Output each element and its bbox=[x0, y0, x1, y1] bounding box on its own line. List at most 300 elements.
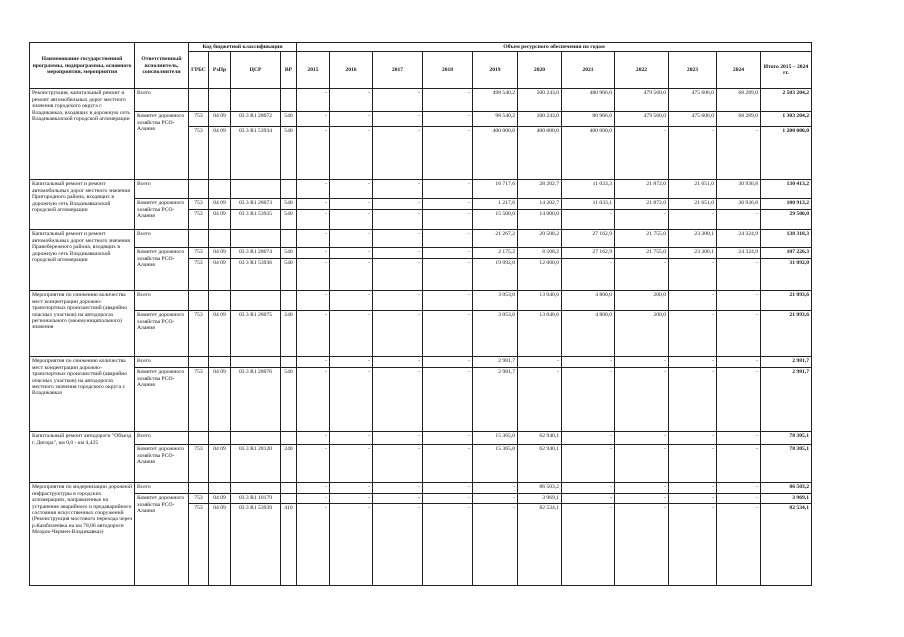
year-value-cell: - bbox=[373, 311, 423, 357]
year-value-cell: - bbox=[330, 494, 373, 504]
rzpr-cell: 04 09 bbox=[209, 504, 231, 586]
year-value-cell: - bbox=[423, 259, 473, 291]
year-value-cell: 21 651,0 bbox=[669, 199, 717, 210]
rzpr-cell: 04 09 bbox=[209, 368, 231, 432]
responsible-cell: Комитет дорожного хозяйства РСО-Алания bbox=[135, 368, 189, 432]
year-value-cell: - bbox=[717, 483, 761, 494]
table-row bbox=[30, 180, 812, 199]
year-value-cell: - bbox=[423, 199, 473, 210]
csr-cell bbox=[231, 291, 281, 311]
year-value-cell: - bbox=[423, 127, 473, 180]
year-value-cell: 3 053,0 bbox=[473, 291, 518, 311]
responsible-cell: Всего bbox=[135, 230, 189, 248]
year-value-cell: - bbox=[518, 368, 562, 432]
vr-cell bbox=[281, 180, 297, 199]
header-name: Наименование государственной программы, подпрограммы, основного мероприятия, мероприятия bbox=[30, 43, 135, 89]
year-value-cell: - bbox=[615, 494, 669, 504]
year-value-cell: - bbox=[330, 445, 373, 483]
year-value-cell: - bbox=[423, 248, 473, 259]
grbs-cell: 753 bbox=[189, 112, 209, 127]
year-value-cell: - bbox=[669, 357, 717, 368]
year-value-cell: - bbox=[717, 210, 761, 230]
vr-cell: 410 bbox=[281, 504, 297, 586]
year-value-cell: - bbox=[615, 127, 669, 180]
responsible-cell: Всего bbox=[135, 357, 189, 368]
year-value-cell: 68 289,0 bbox=[717, 112, 761, 127]
responsible-cell: Комитет дорожного хозяйства РСО-Алания bbox=[135, 494, 189, 586]
table-row bbox=[30, 311, 812, 357]
year-value-cell: - bbox=[330, 248, 373, 259]
csr-cell: 03 3 R1 28073 bbox=[231, 199, 281, 210]
event-name: Мероприятия по снижению количества мест концентрации дорожно-транспортных происшествий (аварийно опасных участков) на автодорогах регионального (межмуниципального) значения bbox=[30, 291, 135, 357]
year-value-cell: - bbox=[669, 259, 717, 291]
year-value-cell: 82 534,1 bbox=[518, 504, 562, 586]
year-value-cell: 475 606,0 bbox=[669, 112, 717, 127]
year-value-cell: - bbox=[297, 357, 330, 368]
year-value-cell: 498 540,2 bbox=[473, 89, 518, 112]
header-volume-group: Объем ресурсного обеспечения по годам bbox=[297, 43, 812, 52]
year-value-cell: - bbox=[297, 180, 330, 199]
year-value-cell: - bbox=[423, 368, 473, 432]
year-value-cell: 21 651,0 bbox=[669, 180, 717, 199]
year-value-cell: - bbox=[330, 127, 373, 180]
year-value-cell: - bbox=[373, 504, 423, 586]
year-value-cell: - bbox=[297, 230, 330, 248]
year-value-cell: - bbox=[562, 504, 615, 586]
vr-cell bbox=[281, 89, 297, 112]
grbs-cell: 753 bbox=[189, 504, 209, 586]
year-value-cell: - bbox=[669, 291, 717, 311]
year-value-cell: - bbox=[330, 291, 373, 311]
responsible-cell: Всего bbox=[135, 432, 189, 445]
year-value-cell: 27 162,9 bbox=[562, 230, 615, 248]
year-value-cell: 100 243,0 bbox=[518, 112, 562, 127]
total-cell: 29 500,0 bbox=[761, 210, 812, 230]
total-cell: 21 093,6 bbox=[761, 311, 812, 357]
responsible-cell: Всего bbox=[135, 89, 189, 112]
total-cell: 100 913,2 bbox=[761, 199, 812, 210]
year-value-cell: 23 300,1 bbox=[669, 248, 717, 259]
rzpr-cell: 04 09 bbox=[209, 127, 231, 180]
year-value-cell: - bbox=[373, 445, 423, 483]
year-value-cell: - bbox=[423, 483, 473, 494]
year-value-cell: 2 981,7 bbox=[473, 368, 518, 432]
year-value-cell: - bbox=[669, 311, 717, 357]
year-value-cell: 2 175,2 bbox=[473, 248, 518, 259]
grbs-cell: 753 bbox=[189, 210, 209, 230]
year-value-cell: - bbox=[373, 210, 423, 230]
grbs-cell: 753 bbox=[189, 311, 209, 357]
table-row bbox=[30, 445, 812, 483]
total-cell: 130 413,2 bbox=[761, 180, 812, 199]
year-value-cell: 30 936,8 bbox=[717, 180, 761, 199]
year-value-cell: - bbox=[615, 259, 669, 291]
year-value-cell: 14 000,0 bbox=[518, 210, 562, 230]
header-rzpr: РзПр bbox=[209, 52, 231, 89]
year-value-cell: - bbox=[562, 368, 615, 432]
year-value-cell: - bbox=[717, 291, 761, 311]
year-value-cell: - bbox=[615, 504, 669, 586]
budget-sheet bbox=[29, 42, 812, 586]
table-row bbox=[30, 368, 812, 432]
csr-cell: 03 3 R1 53936 bbox=[231, 259, 281, 291]
year-value-cell: - bbox=[562, 432, 615, 445]
year-value-cell: - bbox=[297, 432, 330, 445]
table-row bbox=[30, 357, 812, 368]
csr-cell: 03 3 R1 28075 bbox=[231, 311, 281, 357]
responsible-cell: Комитет дорожного хозяйства РСО-Алания bbox=[135, 112, 189, 180]
table-row bbox=[30, 112, 812, 127]
table-row bbox=[30, 291, 812, 311]
grbs-cell: 753 bbox=[189, 199, 209, 210]
table-row bbox=[30, 494, 812, 504]
vr-cell bbox=[281, 357, 297, 368]
year-value-cell: 27 162,9 bbox=[562, 248, 615, 259]
rzpr-cell bbox=[209, 230, 231, 248]
csr-cell bbox=[231, 89, 281, 112]
header-year: 2019 bbox=[473, 52, 518, 89]
responsible-cell: Всего bbox=[135, 483, 189, 494]
grbs-cell: 753 bbox=[189, 368, 209, 432]
year-value-cell: - bbox=[669, 483, 717, 494]
total-cell: 107 226,3 bbox=[761, 248, 812, 259]
year-value-cell: - bbox=[330, 259, 373, 291]
responsible-cell: Комитет дорожного хозяйства РСО-Алания bbox=[135, 311, 189, 357]
year-value-cell: - bbox=[717, 259, 761, 291]
header-year: 2024 bbox=[717, 52, 761, 89]
year-value-cell: - bbox=[373, 432, 423, 445]
vr-cell: 540 bbox=[281, 248, 297, 259]
year-value-cell: - bbox=[423, 445, 473, 483]
csr-cell: 03 3 R1 28120 bbox=[231, 445, 281, 483]
year-value-cell: - bbox=[669, 210, 717, 230]
vr-cell: 540 bbox=[281, 259, 297, 291]
total-cell: 3 969,1 bbox=[761, 494, 812, 504]
year-value-cell: 480 966,0 bbox=[562, 89, 615, 112]
year-value-cell: 98 540,2 bbox=[473, 112, 518, 127]
year-value-cell: 400 000,0 bbox=[473, 127, 518, 180]
vr-cell: 540 bbox=[281, 210, 297, 230]
year-value-cell: - bbox=[423, 291, 473, 311]
year-value-cell: - bbox=[717, 127, 761, 180]
year-value-cell: 15 500,0 bbox=[473, 210, 518, 230]
csr-cell bbox=[231, 180, 281, 199]
year-value-cell: - bbox=[373, 291, 423, 311]
year-value-cell: 62 940,1 bbox=[518, 432, 562, 445]
year-value-cell: 86 503,2 bbox=[518, 483, 562, 494]
header-year: 2015 bbox=[297, 52, 330, 89]
year-value-cell: - bbox=[423, 89, 473, 112]
header-year: 2016 bbox=[330, 52, 373, 89]
rzpr-cell: 04 09 bbox=[209, 199, 231, 210]
csr-cell: 03 3 R1 28072 bbox=[231, 112, 281, 127]
year-value-cell: - bbox=[717, 432, 761, 445]
vr-cell: 540 bbox=[281, 368, 297, 432]
year-value-cell: - bbox=[373, 180, 423, 199]
year-value-cell: - bbox=[330, 89, 373, 112]
year-value-cell: 2 981,7 bbox=[473, 357, 518, 368]
event-name: Капитальный ремонт и ремонт автомобильных дорог местного значения Правобережного района, входящих в дорожную сеть Владикавказской городской агломерации bbox=[30, 230, 135, 291]
year-value-cell: - bbox=[423, 210, 473, 230]
header-csr: ЦСР bbox=[231, 52, 281, 89]
year-value-cell: - bbox=[423, 112, 473, 127]
total-cell: 2 981,7 bbox=[761, 368, 812, 432]
year-value-cell: - bbox=[717, 357, 761, 368]
header-total: Итого 2015 – 2024 гг. bbox=[761, 52, 812, 89]
year-value-cell: - bbox=[423, 311, 473, 357]
year-value-cell: - bbox=[373, 127, 423, 180]
year-value-cell: - bbox=[562, 357, 615, 368]
year-value-cell: - bbox=[669, 504, 717, 586]
year-value-cell: 8 508,2 bbox=[518, 248, 562, 259]
year-value-cell: - bbox=[330, 230, 373, 248]
year-value-cell: - bbox=[297, 127, 330, 180]
responsible-cell: Комитет дорожного хозяйства РСО-Алания bbox=[135, 199, 189, 230]
year-value-cell: 500 243,0 bbox=[518, 89, 562, 112]
year-value-cell: 80 966,0 bbox=[562, 112, 615, 127]
year-value-cell: 200,0 bbox=[615, 311, 669, 357]
vr-cell: 540 bbox=[281, 199, 297, 210]
vr-cell: 240 bbox=[281, 311, 297, 357]
year-value-cell: 479 560,0 bbox=[615, 89, 669, 112]
year-value-cell: 20 508,2 bbox=[518, 230, 562, 248]
year-value-cell: - bbox=[562, 210, 615, 230]
vr-cell bbox=[281, 494, 297, 504]
year-value-cell: 21 267,2 bbox=[473, 230, 518, 248]
total-cell: 1 303 204,2 bbox=[761, 112, 812, 127]
year-value-cell: - bbox=[373, 89, 423, 112]
year-value-cell: 475 606,0 bbox=[669, 89, 717, 112]
rzpr-cell: 04 09 bbox=[209, 445, 231, 483]
year-value-cell: - bbox=[297, 199, 330, 210]
year-value-cell: - bbox=[297, 291, 330, 311]
year-value-cell: - bbox=[473, 504, 518, 586]
year-value-cell: - bbox=[297, 494, 330, 504]
csr-cell bbox=[231, 432, 281, 445]
year-value-cell: - bbox=[423, 357, 473, 368]
table-row bbox=[30, 432, 812, 445]
total-cell: 86 503,2 bbox=[761, 483, 812, 494]
csr-cell: 03 3 R1 53935 bbox=[231, 210, 281, 230]
header-code-group: Код бюджетной классификации bbox=[189, 43, 297, 52]
year-value-cell: 24 324,9 bbox=[717, 248, 761, 259]
total-cell: 21 093,6 bbox=[761, 291, 812, 311]
year-value-cell: - bbox=[562, 445, 615, 483]
year-value-cell: 15 365,0 bbox=[473, 445, 518, 483]
rzpr-cell bbox=[209, 357, 231, 368]
year-value-cell: 21 755,0 bbox=[615, 248, 669, 259]
vr-cell: 540 bbox=[281, 127, 297, 180]
header-year: 2022 bbox=[615, 52, 669, 89]
year-value-cell: - bbox=[330, 112, 373, 127]
header-grbs: ГРБС bbox=[189, 52, 209, 89]
vr-cell: 240 bbox=[281, 445, 297, 483]
responsible-cell: Комитет дорожного хозяйства РСО-Алания bbox=[135, 248, 189, 291]
year-value-cell: - bbox=[423, 432, 473, 445]
rzpr-cell: 04 09 bbox=[209, 112, 231, 127]
vr-cell bbox=[281, 483, 297, 494]
year-value-cell: - bbox=[373, 230, 423, 248]
table-header bbox=[30, 43, 812, 89]
year-value-cell: 3 969,1 bbox=[518, 494, 562, 504]
csr-cell: 03 3 R1 28074 bbox=[231, 248, 281, 259]
rzpr-cell bbox=[209, 432, 231, 445]
year-value-cell: - bbox=[330, 368, 373, 432]
year-value-cell: - bbox=[297, 368, 330, 432]
vr-cell: 540 bbox=[281, 112, 297, 127]
year-value-cell: - bbox=[717, 311, 761, 357]
year-value-cell: - bbox=[423, 504, 473, 586]
csr-cell: 03 3 R1 10179 bbox=[231, 494, 281, 504]
budget-table bbox=[29, 42, 812, 586]
year-value-cell: 200,0 bbox=[615, 291, 669, 311]
year-value-cell: 11 033,3 bbox=[562, 180, 615, 199]
grbs-cell bbox=[189, 89, 209, 112]
year-value-cell: - bbox=[669, 127, 717, 180]
year-value-cell: 3 053,0 bbox=[473, 311, 518, 357]
grbs-cell bbox=[189, 180, 209, 199]
header-year: 2020 bbox=[518, 52, 562, 89]
year-value-cell: 24 324,9 bbox=[717, 230, 761, 248]
header-year: 2023 bbox=[669, 52, 717, 89]
event-name: Мероприятия по снижению количества мест концентрации дорожно-транспортных происшествий (аварийно опасных участков) на автодорогах местного значения городского округа г. Владикавказ bbox=[30, 357, 135, 432]
header-year: 2021 bbox=[562, 52, 615, 89]
year-value-cell: - bbox=[615, 357, 669, 368]
year-value-cell: - bbox=[330, 504, 373, 586]
year-value-cell: 479 560,0 bbox=[615, 112, 669, 127]
total-cell: 78 305,1 bbox=[761, 445, 812, 483]
year-value-cell: - bbox=[669, 445, 717, 483]
year-value-cell: 400 000,0 bbox=[518, 127, 562, 180]
year-value-cell: 12 000,0 bbox=[518, 259, 562, 291]
year-value-cell: - bbox=[297, 259, 330, 291]
total-cell: 138 318,3 bbox=[761, 230, 812, 248]
year-value-cell: - bbox=[373, 112, 423, 127]
year-value-cell: - bbox=[373, 199, 423, 210]
year-value-cell: - bbox=[717, 445, 761, 483]
grbs-cell: 753 bbox=[189, 248, 209, 259]
grbs-cell bbox=[189, 483, 209, 494]
header-year: 2017 bbox=[373, 52, 423, 89]
year-value-cell: - bbox=[297, 311, 330, 357]
event-name: Реконструкция, капитальный ремонт и ремонт автомобильных дорог местного значения городского округа г. Владикавказ, входящих в дорожную сеть Владикавказской городской агломерации bbox=[30, 89, 135, 180]
year-value-cell: 14 202,7 bbox=[518, 199, 562, 210]
year-value-cell: - bbox=[373, 357, 423, 368]
year-value-cell: - bbox=[373, 483, 423, 494]
year-value-cell: 23 300,1 bbox=[669, 230, 717, 248]
event-name: Капитальный ремонт автодороги "Объезд г. Дигора", км 0,0 - км 4,425 bbox=[30, 432, 135, 483]
year-value-cell: - bbox=[423, 494, 473, 504]
year-value-cell: - bbox=[615, 445, 669, 483]
year-value-cell: 13 040,6 bbox=[518, 291, 562, 311]
year-value-cell: - bbox=[330, 199, 373, 210]
year-value-cell: - bbox=[615, 483, 669, 494]
year-value-cell: 30 936,8 bbox=[717, 199, 761, 210]
grbs-cell bbox=[189, 291, 209, 311]
table-row bbox=[30, 248, 812, 259]
year-value-cell: - bbox=[669, 432, 717, 445]
year-value-cell: - bbox=[330, 210, 373, 230]
year-value-cell: - bbox=[373, 494, 423, 504]
csr-cell: 03 3 R1 53934 bbox=[231, 127, 281, 180]
total-cell: 2 981,7 bbox=[761, 357, 812, 368]
vr-cell bbox=[281, 291, 297, 311]
year-value-cell: - bbox=[562, 494, 615, 504]
year-value-cell: 19 092,0 bbox=[473, 259, 518, 291]
year-value-cell: - bbox=[297, 89, 330, 112]
year-value-cell: 4 800,0 bbox=[562, 311, 615, 357]
year-value-cell: - bbox=[717, 504, 761, 586]
year-value-cell: - bbox=[473, 494, 518, 504]
year-value-cell: - bbox=[330, 357, 373, 368]
year-value-cell: - bbox=[373, 248, 423, 259]
table-body bbox=[30, 89, 812, 586]
year-value-cell: 28 202,7 bbox=[518, 180, 562, 199]
year-value-cell: - bbox=[297, 210, 330, 230]
header-vr: ВР bbox=[281, 52, 297, 89]
header-responsible: Ответственный исполнитель, соисполнители bbox=[135, 43, 189, 89]
year-value-cell: - bbox=[297, 504, 330, 586]
year-value-cell: 16 717,6 bbox=[473, 180, 518, 199]
grbs-cell: 753 bbox=[189, 127, 209, 180]
vr-cell bbox=[281, 230, 297, 248]
csr-cell bbox=[231, 483, 281, 494]
table-row bbox=[30, 230, 812, 248]
total-cell: 2 503 204,2 bbox=[761, 89, 812, 112]
year-value-cell: 21 872,0 bbox=[615, 199, 669, 210]
year-value-cell: 21 755,0 bbox=[615, 230, 669, 248]
year-value-cell: - bbox=[717, 368, 761, 432]
year-value-cell: 68 289,0 bbox=[717, 89, 761, 112]
year-value-cell: - bbox=[330, 432, 373, 445]
csr-cell: 03 3 R1 53939 bbox=[231, 504, 281, 586]
rzpr-cell: 04 09 bbox=[209, 248, 231, 259]
year-value-cell: 21 872,0 bbox=[615, 180, 669, 199]
year-value-cell: - bbox=[669, 368, 717, 432]
rzpr-cell bbox=[209, 291, 231, 311]
header-year: 2018 bbox=[423, 52, 473, 89]
grbs-cell bbox=[189, 432, 209, 445]
rzpr-cell: 04 09 bbox=[209, 494, 231, 504]
year-value-cell: - bbox=[330, 180, 373, 199]
year-value-cell: - bbox=[330, 311, 373, 357]
year-value-cell: - bbox=[473, 483, 518, 494]
csr-cell bbox=[231, 230, 281, 248]
year-value-cell: - bbox=[669, 494, 717, 504]
csr-cell: 03 3 R1 28076 bbox=[231, 368, 281, 432]
total-cell: 78 305,1 bbox=[761, 432, 812, 445]
year-value-cell: 13 040,6 bbox=[518, 311, 562, 357]
year-value-cell: - bbox=[330, 483, 373, 494]
total-cell: 31 092,0 bbox=[761, 259, 812, 291]
grbs-cell: 753 bbox=[189, 259, 209, 291]
responsible-cell: Всего bbox=[135, 180, 189, 199]
event-name: Мероприятия по модернизации дорожной инфраструктуры в городских агломерациях, направленные на устранение аварийного и предаварийного состояния искусственных сооружений (Реконструкция мостового перехода через р.Камбилеевка на км 78,06 автодороги Моздок-Чермен-Владикавказ) bbox=[30, 483, 135, 586]
year-value-cell: 4 800,0 bbox=[562, 291, 615, 311]
year-value-cell: - bbox=[615, 210, 669, 230]
year-value-cell: - bbox=[297, 483, 330, 494]
table-row bbox=[30, 89, 812, 112]
year-value-cell: 11 033,1 bbox=[562, 199, 615, 210]
year-value-cell: - bbox=[297, 248, 330, 259]
year-value-cell: 400 000,0 bbox=[562, 127, 615, 180]
year-value-cell: - bbox=[717, 494, 761, 504]
year-value-cell: - bbox=[562, 259, 615, 291]
year-value-cell: 62 940,1 bbox=[518, 445, 562, 483]
total-cell: 1 200 000,0 bbox=[761, 127, 812, 180]
grbs-cell bbox=[189, 230, 209, 248]
rzpr-cell: 04 09 bbox=[209, 311, 231, 357]
